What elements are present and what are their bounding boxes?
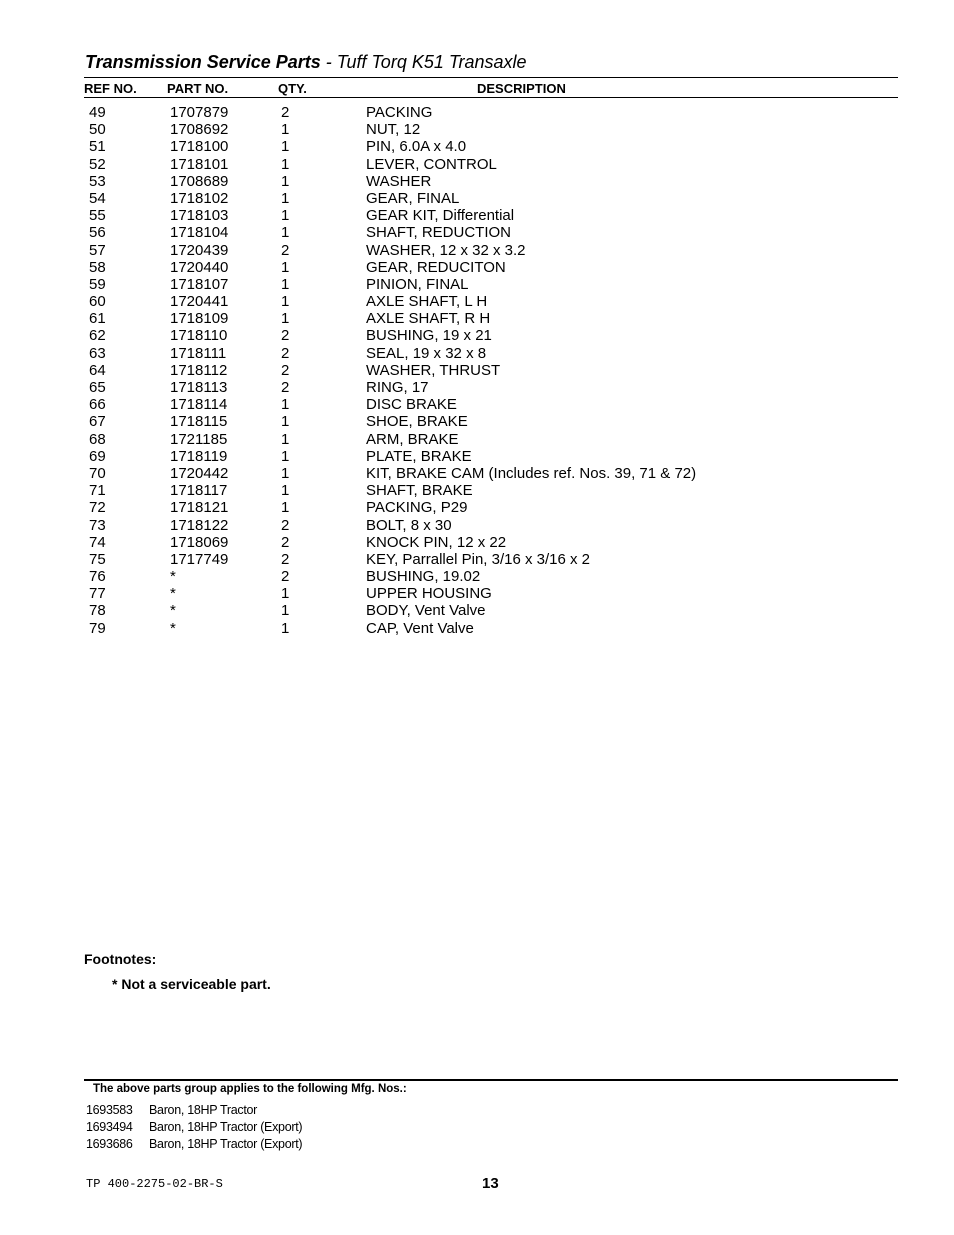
qty-cell: 1 [281,155,290,173]
part-no-cell: 1718109 [170,310,229,328]
qty-cell: 1 [281,224,290,242]
page-title-main: Transmission Service Parts [85,52,321,72]
table-row [84,602,898,619]
qty-cell: 2 [281,327,290,345]
ref-no-cell: 67 [89,413,106,431]
part-no-cell: 1720440 [170,258,229,276]
mfg-number: 1693686 [86,1137,133,1151]
description-cell: KNOCK PIN, 12 x 22 [366,533,507,551]
qty-cell: 1 [281,293,290,311]
description-cell: PACKING [366,104,433,121]
table-row [84,585,898,602]
ref-no-cell: 54 [89,189,106,207]
table-row [84,396,898,413]
qty-cell: 1 [281,619,290,637]
header-rule [84,97,744,98]
table-row [84,173,898,190]
column-header-description: DESCRIPTION [477,81,566,96]
description-cell: PLATE, BRAKE [366,447,472,465]
ref-no-cell: 69 [89,447,106,465]
qty-cell: 2 [281,344,290,362]
table-row [84,431,898,448]
description-cell: PIN, 6.0A x 4.0 [366,138,467,156]
ref-no-cell: 76 [89,568,106,586]
part-no-cell: 1718107 [170,275,229,293]
ref-no-cell: 68 [89,430,106,448]
qty-cell: 1 [281,602,290,620]
table-row [84,190,898,207]
description-cell: AXLE SHAFT, L H [366,293,488,311]
part-no-cell: 1718101 [170,155,229,173]
ref-no-cell: 71 [89,482,106,500]
table-row [84,138,898,155]
qty-cell: 1 [281,121,290,139]
description-cell: WASHER, THRUST [366,361,501,379]
ref-no-cell: 50 [89,121,106,139]
part-no-cell: 1708692 [170,121,229,139]
part-no-cell: 1718117 [170,482,228,500]
part-no-cell: 1718115 [170,413,228,431]
table-row [84,534,898,551]
mfg-description: Baron, 18HP Tractor (Export) [149,1120,303,1134]
mfg-number: 1693494 [86,1120,133,1134]
ref-no-cell: 75 [89,550,106,568]
part-no-cell: 1717749 [170,550,229,568]
qty-cell: 2 [281,550,290,568]
part-no-cell: 1708689 [170,172,229,190]
qty-cell: 1 [281,258,290,276]
part-no-cell: * [170,568,176,586]
ref-no-cell: 78 [89,602,106,620]
description-cell: PACKING, P29 [366,499,468,517]
page-number: 13 [482,1175,499,1192]
description-cell: AXLE SHAFT, R H [366,310,491,328]
ref-no-cell: 73 [89,516,106,534]
page-title-subtitle: - Tuff Torq K51 Transaxle [320,52,527,72]
part-no-cell: * [170,585,176,603]
ref-no-cell: 56 [89,224,106,242]
description-cell: UPPER HOUSING [366,585,492,603]
qty-cell: 1 [281,464,290,482]
description-cell: GEAR, REDUCITON [366,258,506,276]
table-row [84,448,898,465]
part-no-cell: 1718113 [170,379,228,396]
qty-cell: 1 [281,138,290,156]
description-cell: GEAR KIT, Differential [366,207,515,225]
table-row [84,224,898,241]
table-row [84,310,898,327]
qty-cell: 2 [281,379,290,396]
ref-no-cell: 72 [89,499,106,517]
description-cell: SHOE, BRAKE [366,413,468,431]
qty-cell: 1 [281,207,290,225]
table-row [84,379,898,396]
top-rule [84,77,898,78]
part-no-cell: 1718121 [170,499,229,517]
description-cell: GEAR, FINAL [366,189,460,207]
description-cell: PINION, FINAL [366,275,469,293]
footnotes-title: Footnotes: [84,951,157,967]
table-row [84,465,898,482]
part-no-cell: 1718119 [170,447,228,465]
table-row [84,104,898,121]
ref-no-cell: 58 [89,258,106,276]
ref-no-cell: 59 [89,275,106,293]
part-no-cell: * [170,619,176,637]
ref-no-cell: 49 [89,104,106,121]
description-cell: BODY, Vent Valve [366,602,486,620]
qty-cell: 1 [281,275,290,293]
table-header [84,81,898,97]
description-cell: LEVER, CONTROL [366,155,497,173]
qty-cell: 1 [281,189,290,207]
table-row [84,568,898,585]
column-header-part-no: PART NO. [167,81,229,96]
part-no-cell: 1720439 [170,241,229,259]
description-cell: WASHER, 12 x 32 x 3.2 [366,241,526,259]
description-cell: BUSHING, 19.02 [366,568,481,586]
table-row [84,499,898,516]
column-header-ref-no: REF NO. [84,81,137,96]
qty-cell: 2 [281,516,290,534]
table-row [84,207,898,224]
part-no-cell: 1718112 [170,361,228,379]
table-row [84,413,898,430]
ref-no-cell: 77 [89,585,106,603]
part-no-cell: 1718100 [170,138,229,156]
table-row [84,259,898,276]
qty-cell: 2 [281,241,290,259]
part-no-cell: 1718111 [170,344,227,362]
table-row [84,345,898,362]
table-row [84,276,898,293]
part-no-cell: 1718104 [170,224,229,242]
table-row [84,327,898,344]
description-cell: KEY, Parrallel Pin, 3/16 x 3/16 x 2 [366,550,591,568]
table-row [84,620,898,637]
qty-cell: 1 [281,482,290,500]
table-row [84,293,898,310]
part-no-cell: 1720441 [170,293,229,311]
qty-cell: 1 [281,413,290,431]
ref-no-cell: 64 [89,361,106,379]
ref-no-cell: 62 [89,327,106,345]
table-row [84,121,898,138]
mfg-description: Baron, 18HP Tractor (Export) [149,1137,303,1151]
qty-cell: 2 [281,361,290,379]
table-row [84,517,898,534]
description-cell: SHAFT, REDUCTION [366,224,512,242]
description-cell: CAP, Vent Valve [366,619,474,637]
footnote-item: * Not a serviceable part. [112,976,271,992]
part-no-cell: 1718102 [170,189,229,207]
part-no-cell: 1720442 [170,464,229,482]
ref-no-cell: 70 [89,464,106,482]
ref-no-cell: 61 [89,310,106,328]
mfg-description: Baron, 18HP Tractor [149,1103,258,1117]
description-cell: RING, 17 [366,379,429,396]
part-no-cell: 1718114 [170,396,228,414]
description-cell: DISC BRAKE [366,396,457,414]
ref-no-cell: 51 [89,138,106,156]
qty-cell: 2 [281,533,290,551]
description-cell: ARM, BRAKE [366,430,459,448]
page-title [85,52,527,73]
ref-no-cell: 79 [89,619,106,637]
qty-cell: 1 [281,499,290,517]
document-code: TP 400-2275-02-BR-S [86,1177,223,1191]
qty-cell: 1 [281,585,290,603]
part-no-cell: 1707879 [170,104,229,121]
mfg-heading: The above parts group applies to the following Mfg. Nos.: [93,1083,407,1095]
part-no-cell: 1718122 [170,516,229,534]
ref-no-cell: 53 [89,172,106,190]
qty-cell: 2 [281,568,290,586]
table-row [84,482,898,499]
qty-cell: 1 [281,172,290,190]
part-no-cell: 1718069 [170,533,229,551]
column-header-qty: QTY. [278,81,307,96]
ref-no-cell: 60 [89,293,106,311]
mfg-rule [84,1079,898,1081]
mfg-number: 1693583 [86,1103,133,1117]
ref-no-cell: 74 [89,533,106,551]
ref-no-cell: 55 [89,207,106,225]
description-cell: SEAL, 19 x 32 x 8 [366,344,487,362]
description-cell: KIT, BRAKE CAM (Includes ref. Nos. 39, 71 & 72) [366,464,697,482]
description-cell: BOLT, 8 x 30 [366,516,452,534]
description-cell: SHAFT, BRAKE [366,482,473,500]
table-row [84,551,898,568]
table-row [84,156,898,173]
part-no-cell: * [170,602,176,620]
qty-cell: 1 [281,396,290,414]
table-row [84,242,898,259]
ref-no-cell: 63 [89,344,106,362]
qty-cell: 1 [281,430,290,448]
parts-table [84,104,898,637]
ref-no-cell: 65 [89,379,106,396]
description-cell: WASHER [366,172,432,190]
ref-no-cell: 52 [89,155,106,173]
qty-cell: 1 [281,310,290,328]
ref-no-cell: 57 [89,241,106,259]
part-no-cell: 1718110 [170,327,228,345]
description-cell: BUSHING, 19 x 21 [366,327,492,345]
ref-no-cell: 66 [89,396,106,414]
part-no-cell: 1721185 [170,430,228,448]
table-row [84,362,898,379]
header-rule-segment [744,97,898,98]
part-no-cell: 1718103 [170,207,229,225]
qty-cell: 2 [281,104,290,121]
qty-cell: 1 [281,447,290,465]
description-cell: NUT, 12 [366,121,421,139]
